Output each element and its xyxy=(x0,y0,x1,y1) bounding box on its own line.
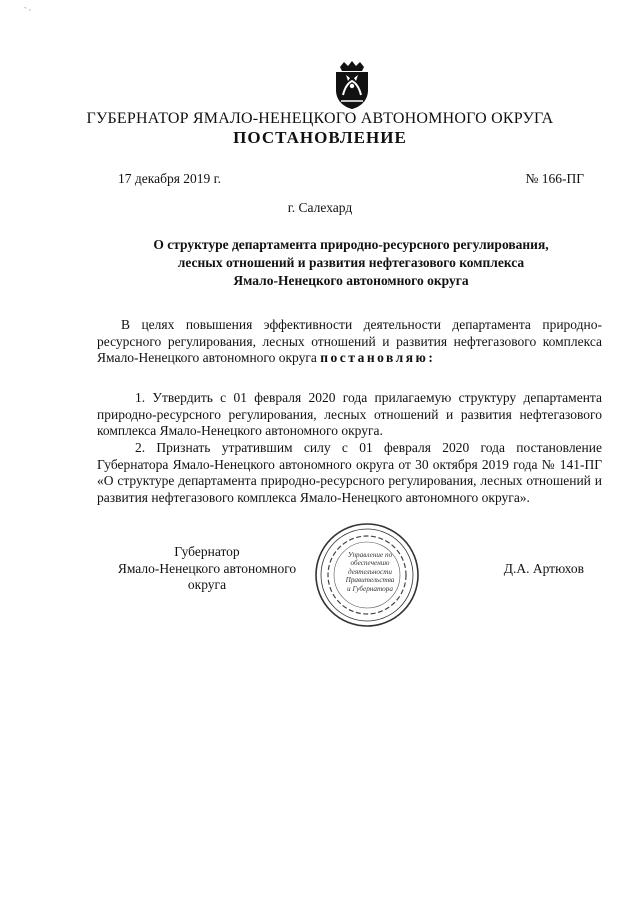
decree-item-2: 2. Признать утратившим силу с 01 февраля 2020 года постановление Губернатора Ямало-Ненецкого автономного округа от 30 октября 2019 года № 141-ПГ «О структуре департамента природно-ресурсного регулирования, лесных отношений и развития нефтегазового комплекса Ямало-Ненецкого автономного округа». xyxy=(97,440,602,505)
document-title xyxy=(96,236,606,290)
issuing-authority: ГУБЕРНАТОР ЯМАЛО-НЕНЕЦКОГО АВТОНОМНОГО ОКРУГА xyxy=(86,110,554,127)
signatory-name: Д.А. Артюхов xyxy=(503,561,584,576)
title-line: О структуре департамента природно-ресурсного регулирования, xyxy=(153,237,549,252)
decree-item-1: 1. Утвердить с 01 февраля 2020 года прилагаемую структуру департамента природно-ресурсного регулирования, лесных отношений и развития нефтегазового комплекса Ямало-Ненецкого автономного округа. xyxy=(97,390,602,438)
document-city: г. Салехард xyxy=(287,200,353,215)
position-line: Ямало-Ненецкого автономного округа xyxy=(117,560,297,592)
preamble-paragraph xyxy=(97,317,602,367)
stamp-text xyxy=(340,551,400,593)
preamble-text: В целях повышения эффективности деятельности департамента природно-ресурсного регулирования, лесных отношений и развития нефтегазового комплекса Ямало-Ненецкого автономного округа xyxy=(97,317,602,365)
decree-word: постановляю: xyxy=(320,350,436,365)
stamp-line: деятельности xyxy=(348,567,392,576)
document-number: № 166-ПГ xyxy=(525,171,584,186)
title-line: Ямало-Ненецкого автономного округа xyxy=(233,273,469,288)
title-line: лесных отношений и развития нефтегазового комплекса xyxy=(177,255,525,270)
signatory-position xyxy=(112,544,302,594)
document-date: 17 декабря 2019 г. xyxy=(118,171,222,186)
document-type: ПОСТАНОВЛЕНИЕ xyxy=(233,128,407,147)
stamp-line: Правительства xyxy=(345,576,395,585)
stamp-line: обеспечению xyxy=(350,559,390,568)
stamp-line: и Губернатора xyxy=(347,584,393,593)
scan-mark: ` · xyxy=(24,6,32,15)
position-line: Губернатор xyxy=(174,544,240,559)
stamp-line: Управление по xyxy=(347,551,393,559)
coat-of-arms-icon xyxy=(329,60,375,110)
